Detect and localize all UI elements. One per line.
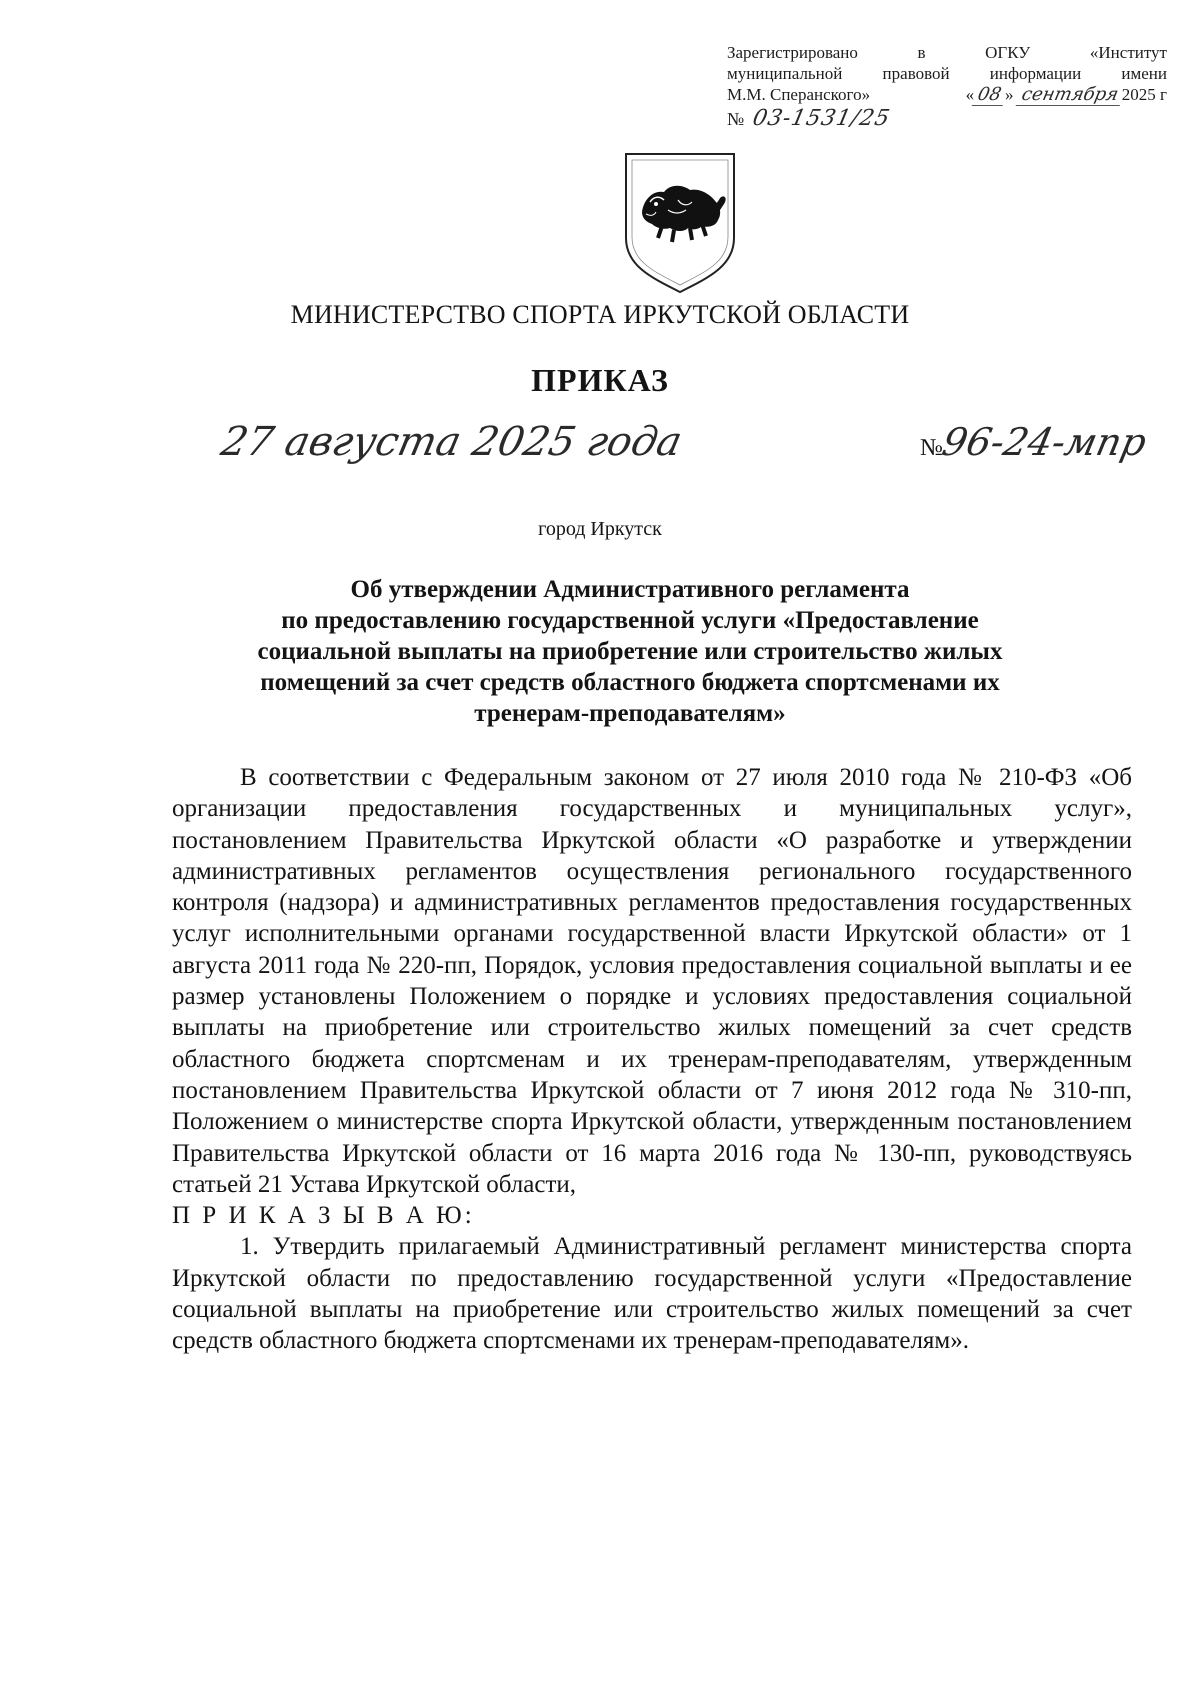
registration-institute-name: М.М. Сперанского» xyxy=(727,85,871,104)
decree-word: П Р И К А З Ы В А Ю: xyxy=(172,1202,475,1230)
subject-line: помещений за счет средств областного бюджета спортсменами их xyxy=(260,669,1000,696)
order-item-1: 1. Утвердить прилагаемый Административный регламент министерства спорта Иркутской области по предоставлению государственной услуги «Предоставление социальной выплаты на приобретение или строительство жилых помещений за счет средств областного бюджета спортсменами их тренерам-преподавателям». xyxy=(172,1233,1132,1355)
preamble-paragraph: В соответствии с Федеральным законом от 27 июля 2010 года № 210-ФЗ «Об организации предоставления государственных и муниципальных услуг», постановлением Правительства Иркутской области «О разработке и утверждении административных регламентов осуществления регионального государственного контроля (надзора) и административных регламентов предоставления государственных услуг исполнительными органами государственной власти Иркутской области» от 1 августа 2011 года № 220-пп, Порядок, условия предоставления социальной выплаты и ее размер установлены Положением о порядке и условиях предоставления социальной выплаты на приобретение или строительство жилых помещений за счет средств областного бюджета спортсменам и их тренерам-преподавателям, утвержденным постановлением Правительства Иркутской области от 7 июня 2012 года № 310-пп, Положением о министерстве спорта Иркутской области, утвержденным постановлением Правительства Иркутской области от 16 марта 2016 года № 130-пп, руководствуясь статьей 21 Устава Иркутской области, xyxy=(172,764,1132,1198)
registration-month: сентября xyxy=(1015,84,1124,106)
coat-of-arms-icon xyxy=(620,150,740,295)
subject-line: социальной выплаты на приобретение или строительство жилых xyxy=(257,638,1003,665)
order-number-handwritten: 96-24-мпр xyxy=(938,420,1151,464)
subject-line: по предоставлению государственной услуги «Предоставление xyxy=(281,607,979,634)
order-number-prefix: № xyxy=(920,435,943,461)
quote-open: « xyxy=(965,85,975,104)
registration-stamp xyxy=(727,42,1167,130)
registration-word: имени xyxy=(1121,64,1167,83)
registration-day: 08 xyxy=(972,84,1008,106)
order-number xyxy=(920,420,1151,464)
registration-word: правовой xyxy=(882,64,950,83)
registration-word: информации xyxy=(989,64,1082,83)
registration-line-1 xyxy=(727,42,1167,63)
registration-date xyxy=(966,84,1167,106)
registration-year: 2025 г xyxy=(1121,85,1167,104)
registration-number-prefix: № xyxy=(727,109,745,129)
registration-word: Зарегистрировано xyxy=(727,43,858,62)
city: город Иркутск xyxy=(538,518,662,540)
ministry-name: МИНИСТЕРСТВО СПОРТА ИРКУТСКОЙ ОБЛАСТИ xyxy=(290,300,910,329)
registration-line-2 xyxy=(727,63,1167,84)
subject-line: тренерам-преподавателям» xyxy=(474,700,786,727)
order-subject xyxy=(180,574,1080,729)
registration-word: в xyxy=(917,43,926,62)
registration-number-value: 03-1531/25 xyxy=(750,106,893,131)
registration-word: ОГКУ xyxy=(985,43,1031,62)
order-date-handwritten: 27 августа 2025 года xyxy=(217,419,686,465)
subject-line: Об утверждении Административного регламента xyxy=(350,576,910,603)
registration-number xyxy=(727,108,1167,130)
registration-word: «Институт xyxy=(1089,43,1167,62)
order-body xyxy=(172,762,1132,1357)
registration-word: муниципальной xyxy=(727,64,843,83)
document-type: ПРИКАЗ xyxy=(531,362,669,398)
order-date xyxy=(217,418,686,465)
registration-line-3 xyxy=(727,84,1167,106)
quote-close: » xyxy=(1005,85,1014,104)
